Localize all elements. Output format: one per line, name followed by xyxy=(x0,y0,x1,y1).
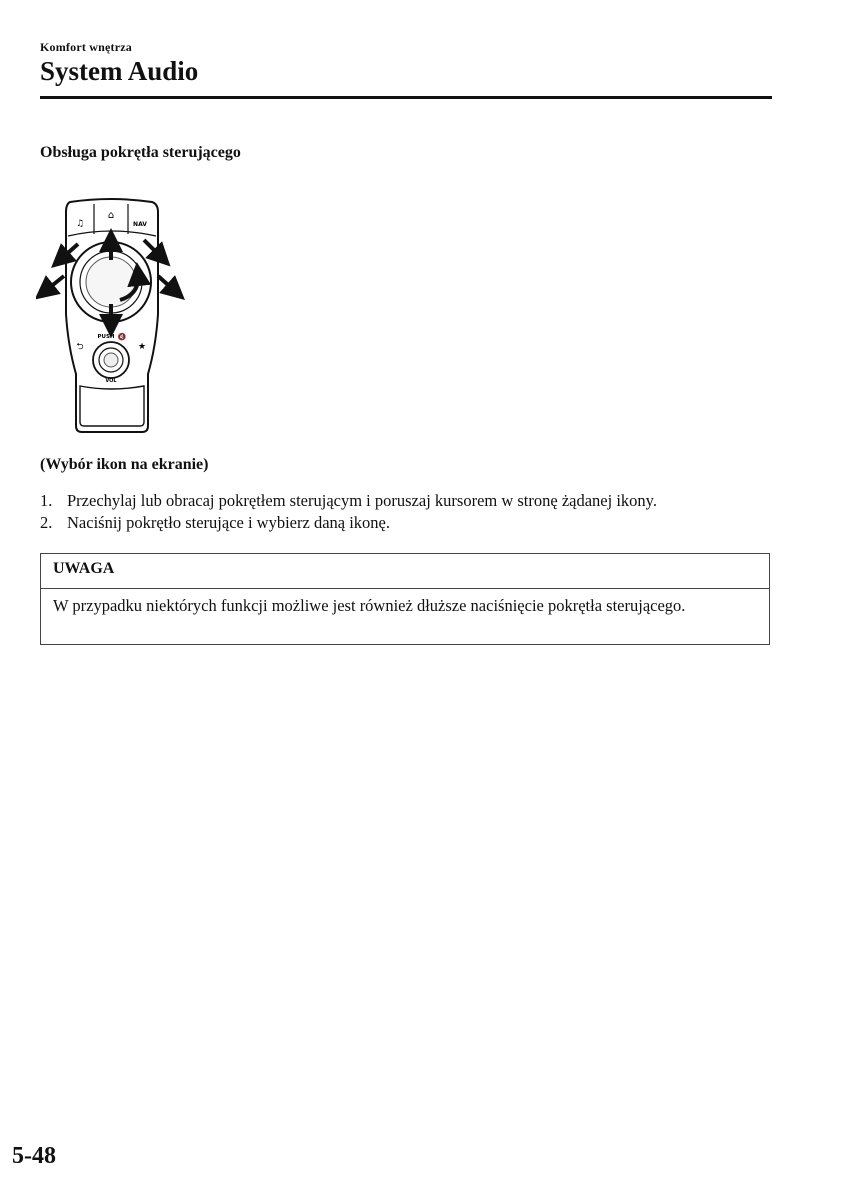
figure-caption: (Wybór ikon na ekranie) xyxy=(40,456,209,473)
mute-icon: 🔇 xyxy=(117,333,127,341)
tilt-right-arrow xyxy=(158,276,176,292)
tilt-left-arrow xyxy=(44,276,64,292)
list-item xyxy=(40,512,657,534)
step-number: 2. xyxy=(40,513,53,532)
music-icon: ♫ xyxy=(75,219,85,229)
list-item xyxy=(40,490,657,512)
title-divider xyxy=(40,96,772,99)
push-label: PUSH xyxy=(97,334,115,340)
home-icon: ⌂ xyxy=(107,210,115,221)
favorite-icon: ★ xyxy=(137,342,147,352)
vol-label: VOL xyxy=(105,378,117,384)
palm-rest xyxy=(80,386,144,426)
back-icon: ⮌ xyxy=(76,342,84,352)
note-title: UWAGA xyxy=(41,554,769,589)
note-text: W przypadku niektórych funkcji możliwe jest również dłuższe naciśnięcie pokrętła sterującego. xyxy=(53,596,686,615)
step-number: 1. xyxy=(40,491,53,510)
nav-label: NAV xyxy=(133,221,147,228)
subheading: Obsługa pokrętła sterującego xyxy=(40,144,241,161)
page-number: 5-48 xyxy=(12,1143,56,1169)
commander-knob-illustration xyxy=(36,196,186,436)
step-text: Naciśnij pokrętło sterujące i wybierz daną ikonę. xyxy=(67,513,391,532)
step-text: Przechylaj lub obracaj pokrętłem sterującym i poruszaj kursorem w stronę żądanej ikony. xyxy=(67,491,657,510)
page-title: System Audio xyxy=(40,56,199,86)
section-label: Komfort wnętrza xyxy=(40,40,132,54)
note-box xyxy=(40,553,770,645)
steps-list xyxy=(40,490,657,534)
